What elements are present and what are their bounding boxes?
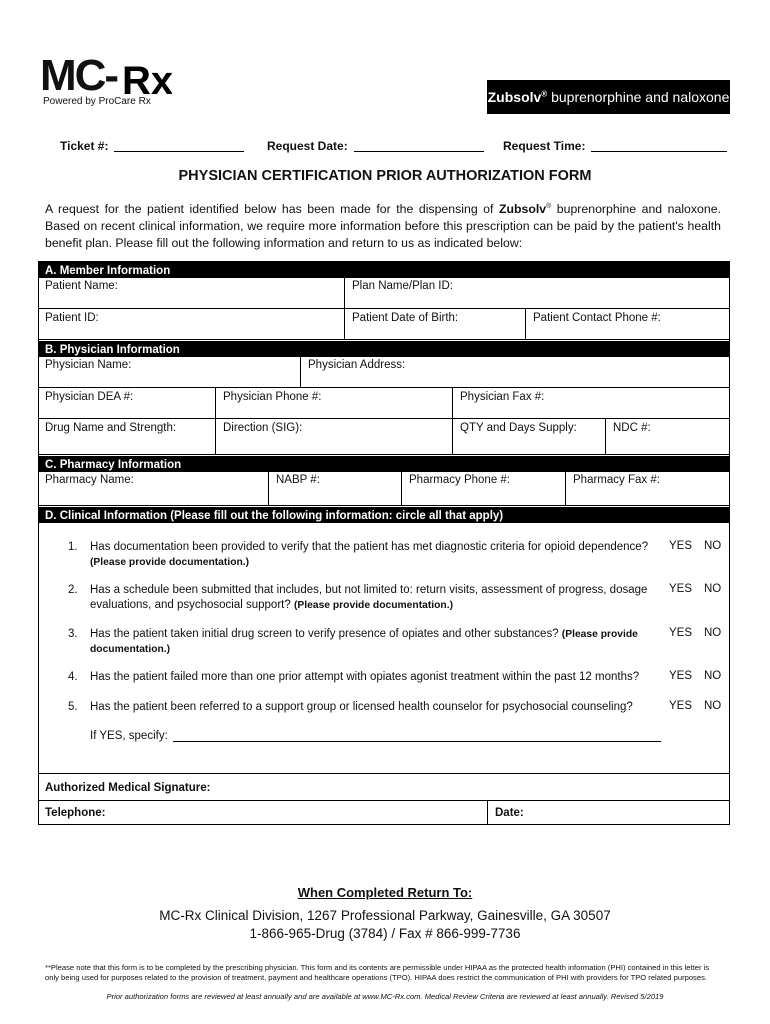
ticket-field[interactable] (60, 139, 244, 153)
svg-text:Rx: Rx (122, 59, 172, 103)
pharmacy-name-cell[interactable]: Pharmacy Name: (45, 474, 134, 486)
request-date-field[interactable] (267, 139, 484, 153)
ticket-label: Ticket #: (60, 139, 109, 153)
q4-no[interactable]: NO (704, 670, 722, 682)
qty-days-cell[interactable]: QTY and Days Supply: (452, 419, 605, 454)
intro-paragraph: A request for the patient identified below has been made for the dispensing of Zubsolv® buprenorphine and naloxone. Based on recent clinical information, we require more information before this prescription can be paid by the patient's health benefit plan. Please fill out the following information and return to us as indicated below: (45, 202, 721, 251)
q4-yes[interactable]: YES (669, 670, 693, 682)
return-heading: When Completed Return To: (297, 885, 473, 900)
telephone-date-row (38, 800, 730, 825)
hipaa-note: **Please note that this form is to be completed by the prescribing physician. This form and its contents are permissible under HIPAA as the protected health information (PHI) contained in this letter is only being used for purposes related to the provision of treatment, payment and healthcare operations (TPO). HIPAA does restrict the communication of PHI with providers for TPO related purposes. (45, 963, 710, 982)
physician-phone-cell[interactable]: Physician Phone #: (215, 388, 452, 418)
powered-by: Powered by ProCare Rx (43, 96, 151, 107)
logo-mc: MC- (40, 51, 118, 100)
date-cell[interactable]: Date: (487, 801, 730, 825)
request-time-label: Request Time: (503, 139, 586, 153)
physician-row-3 (38, 419, 730, 455)
section-b-header: B. Physician Information (38, 341, 730, 357)
patient-id-cell[interactable]: Patient ID: (45, 312, 99, 324)
request-time-line[interactable] (591, 139, 727, 152)
ticket-line[interactable] (114, 139, 244, 152)
q2-no[interactable]: NO (704, 583, 722, 595)
physician-fax-cell[interactable]: Physician Fax #: (452, 388, 730, 418)
plan-name-cell[interactable]: Plan Name/Plan ID: (344, 278, 730, 308)
request-date-line[interactable] (354, 139, 484, 152)
physician-dea-cell[interactable]: Physician DEA #: (45, 391, 134, 403)
if-yes-line[interactable] (173, 730, 661, 742)
drug-name: Zubsolv (487, 89, 542, 105)
pharmacy-phone-cell[interactable]: Pharmacy Phone #: (401, 472, 565, 505)
physician-name-cell[interactable]: Physician Name: (45, 359, 132, 371)
physician-row-1 (38, 357, 730, 388)
signature-label: Authorized Medical Signature: (45, 782, 211, 794)
patient-contact-phone-cell[interactable]: Patient Contact Phone #: (525, 309, 730, 339)
footer-note: Prior authorization forms are reviewed at least annually and are available at www.MC-Rx.com. Medical Review Criteria are reviewed at least annually. Revised 5/2019 (106, 992, 664, 1001)
pharmacy-row (38, 472, 730, 506)
q5-yes[interactable]: YES (669, 700, 693, 712)
pharmacy-fax-cell[interactable]: Pharmacy Fax #: (565, 472, 730, 505)
q1-no[interactable]: NO (704, 540, 722, 552)
member-row-2 (38, 309, 730, 340)
nabp-cell[interactable]: NABP #: (268, 472, 401, 505)
q3-no[interactable]: NO (704, 627, 722, 639)
direction-cell[interactable]: Direction (SIG): (215, 419, 452, 454)
q5-no[interactable]: NO (704, 700, 722, 712)
q2-yes[interactable]: YES (669, 583, 693, 595)
return-contact: 1-866-965-Drug (3784) / Fax # 866-999-7736 (249, 926, 521, 941)
physician-row-2 (38, 388, 730, 419)
q3-yes[interactable]: YES (669, 627, 693, 639)
section-a-header: A. Member Information (38, 262, 730, 278)
physician-address-cell[interactable]: Physician Address: (300, 357, 730, 387)
drug-banner (487, 80, 730, 114)
request-date-label: Request Date: (267, 139, 348, 153)
if-yes-specify[interactable] (90, 730, 661, 742)
section-c-header: C. Pharmacy Information (38, 456, 730, 472)
telephone-cell[interactable]: Telephone: (45, 807, 106, 819)
reg-mark: ® (541, 89, 548, 99)
section-d-header: D. Clinical Information (Please fill out the following information: circle all that apply) (38, 507, 730, 523)
ndc-cell[interactable]: NDC #: (605, 419, 730, 454)
q1-yes[interactable]: YES (669, 540, 693, 552)
drug-generic: buprenorphine and naloxone (551, 89, 730, 105)
member-row-1 (38, 278, 730, 309)
page-title: PHYSICIAN CERTIFICATION PRIOR AUTHORIZATION FORM (178, 168, 592, 184)
patient-name-cell[interactable]: Patient Name: (45, 280, 118, 292)
if-yes-label: If YES, specify: (90, 730, 168, 742)
request-time-field[interactable] (503, 139, 727, 153)
return-address: MC-Rx Clinical Division, 1267 Professional Parkway, Gainesville, GA 30507 (159, 908, 611, 923)
patient-dob-cell[interactable]: Patient Date of Birth: (344, 309, 525, 339)
signature-row[interactable] (38, 773, 730, 800)
drug-strength-cell[interactable]: Drug Name and Strength: (45, 422, 177, 434)
